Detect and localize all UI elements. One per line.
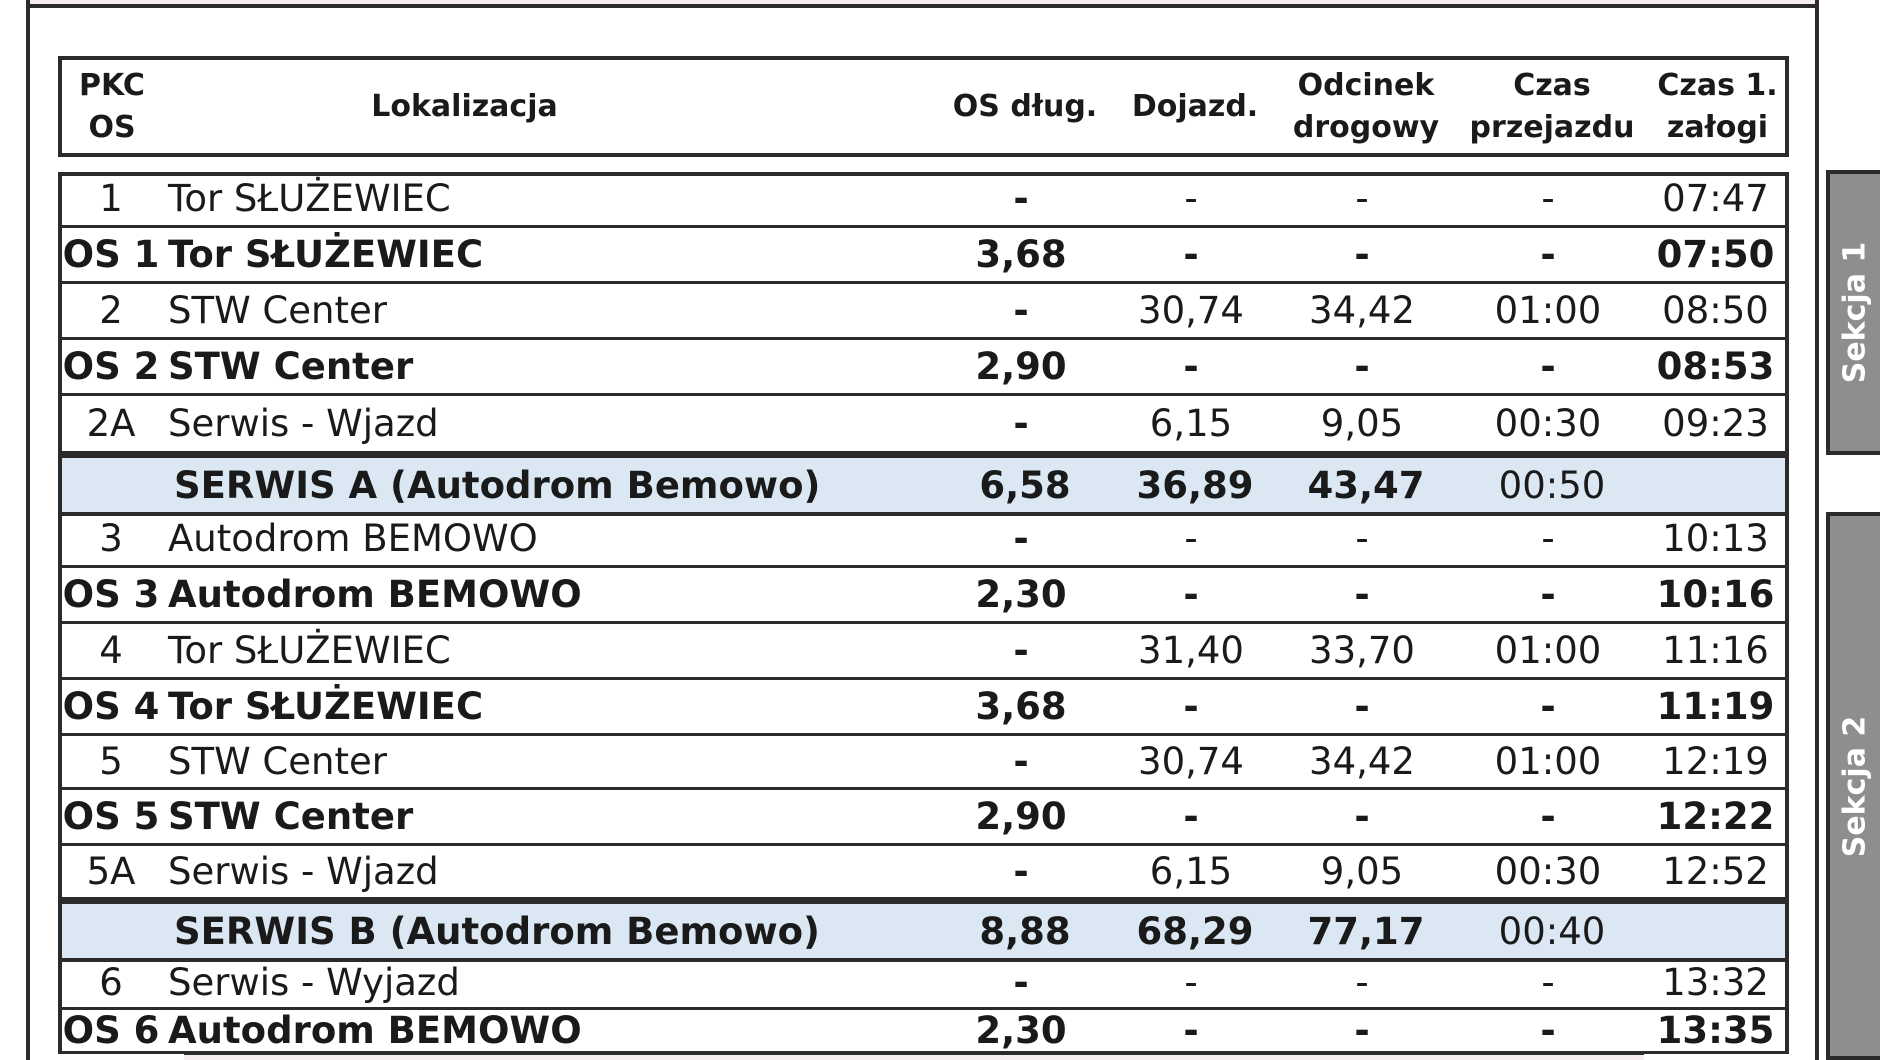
cell-odc: - [1355, 961, 1369, 1004]
cell-loc: SERWIS A (Autodrom Bemowo) [174, 463, 821, 507]
cell-pkc [62, 904, 168, 958]
cell-doj: - [1183, 685, 1199, 728]
header-transit-time: Czas przejazdu [1469, 67, 1635, 145]
table-row [58, 624, 1789, 680]
cell-czas: - [1540, 685, 1556, 728]
cell-pkc: 2 [99, 289, 123, 332]
cell-odc: - [1354, 1009, 1370, 1052]
cell-os: - [1013, 740, 1029, 783]
table-row [58, 396, 1789, 454]
cell-doj: - [1183, 1009, 1199, 1052]
cell-czas: 01:00 [1494, 289, 1602, 332]
cell-doj: 6,15 [1149, 850, 1233, 893]
table-row [58, 284, 1789, 340]
cell-odc: - [1355, 517, 1369, 560]
cell-loc: Autodrom BEMOWO [168, 573, 582, 616]
cell-c1: 11:19 [1656, 685, 1775, 728]
cell-odc: 9,05 [1320, 402, 1404, 445]
cell-os: 3,68 [975, 233, 1067, 276]
cell-c1: 10:16 [1656, 573, 1775, 616]
cell-c1: 12:22 [1656, 795, 1775, 838]
cell-doj: - [1183, 795, 1199, 838]
cell-c1: 11:16 [1662, 629, 1769, 672]
cell-pkc: 5A [86, 850, 136, 893]
cell-os: 2,90 [975, 795, 1067, 838]
cell-os: 2,30 [975, 573, 1067, 616]
cell-loc: Tor SŁUŻEWIEC [168, 629, 451, 672]
table-row [58, 568, 1789, 624]
cell-czas: - [1540, 1009, 1556, 1052]
cell-pkc: 2A [86, 402, 136, 445]
cell-czas: 00:30 [1494, 402, 1602, 445]
cell-loc: Serwis - Wyjazd [168, 961, 460, 1004]
cell-czas: 00:50 [1498, 463, 1606, 507]
cell-loc: Tor SŁUŻEWIEC [168, 685, 484, 728]
cell-c1: 09:23 [1662, 402, 1769, 445]
cell-czas: - [1540, 573, 1556, 616]
cell-czas: 00:40 [1498, 909, 1606, 953]
cell-czas: - [1540, 795, 1556, 838]
cell-pkc: OS 3 [62, 573, 160, 616]
table-row [58, 958, 1789, 1010]
cell-odc: 34,42 [1309, 289, 1415, 332]
section-tab-1-label: Sekcja 1 [1837, 241, 1873, 384]
cell-os: 3,68 [975, 685, 1067, 728]
header-pkc-os: PKC OS [79, 67, 145, 145]
cell-loc: Tor SŁUŻEWIEC [168, 233, 484, 276]
cell-pkc: OS 6 [62, 1009, 160, 1052]
cell-loc: Autodrom BEMOWO [168, 517, 538, 560]
table-row [58, 228, 1789, 284]
header-os-length: OS dług. [952, 88, 1098, 124]
cell-loc: Serwis - Wjazd [168, 402, 439, 445]
cell-loc: STW Center [168, 289, 387, 332]
cell-pkc [62, 458, 168, 512]
cell-c1: 07:47 [1662, 177, 1769, 220]
cell-pkc: OS 1 [62, 233, 160, 276]
cell-c1: 08:53 [1656, 345, 1775, 388]
cell-czas: - [1541, 177, 1555, 220]
cell-pkc: 1 [99, 177, 123, 220]
cell-doj: 68,29 [1136, 909, 1254, 953]
cell-c1: 13:32 [1662, 961, 1769, 1004]
cell-pkc: OS 4 [62, 685, 160, 728]
schedule-table [58, 172, 1789, 1054]
cell-odc: - [1354, 233, 1370, 276]
cell-os: 2,90 [975, 345, 1067, 388]
cell-doj: - [1183, 573, 1199, 616]
bottom-strip [184, 1052, 1644, 1060]
table-row [58, 1010, 1789, 1054]
cell-loc: STW Center [168, 345, 414, 388]
section-tab-1 [1826, 170, 1880, 455]
cell-odc: - [1354, 573, 1370, 616]
section-tab-2 [1826, 512, 1880, 1060]
table-header [58, 56, 1789, 157]
cell-odc: - [1354, 345, 1370, 388]
table-row [58, 172, 1789, 228]
cell-loc: STW Center [168, 795, 414, 838]
header-first-crew-time: Czas 1. załogi [1657, 67, 1778, 145]
cell-pkc: 6 [99, 961, 123, 1004]
cell-c1 [1650, 458, 1789, 512]
cell-c1 [1650, 904, 1789, 958]
table-row [58, 340, 1789, 396]
cell-doj: 31,40 [1138, 629, 1244, 672]
cell-pkc: OS 2 [62, 345, 160, 388]
cell-c1: 07:50 [1656, 233, 1775, 276]
cell-loc: STW Center [168, 740, 387, 783]
cell-pkc: OS 5 [62, 795, 160, 838]
cell-os: - [1013, 850, 1029, 893]
cell-os: 2,30 [975, 1009, 1067, 1052]
cell-os: 8,88 [979, 909, 1071, 953]
cell-loc: Autodrom BEMOWO [168, 1009, 582, 1052]
cell-doj: - [1183, 233, 1199, 276]
cell-doj: - [1184, 177, 1198, 220]
header-location: Lokalizacja [371, 88, 558, 124]
table-row [58, 736, 1789, 790]
cell-doj: - [1184, 961, 1198, 1004]
cell-os: - [1013, 961, 1029, 1004]
cell-czas: - [1541, 961, 1555, 1004]
cell-odc: - [1354, 795, 1370, 838]
cell-odc: 9,05 [1320, 850, 1404, 893]
cell-czas: - [1540, 345, 1556, 388]
table-row [58, 680, 1789, 736]
cell-c1: 12:19 [1662, 740, 1769, 783]
cell-doj: 6,15 [1149, 402, 1233, 445]
cell-odc: - [1355, 177, 1369, 220]
cell-czas: 00:30 [1494, 850, 1602, 893]
service-row [58, 454, 1789, 516]
cell-doj: 30,74 [1138, 289, 1244, 332]
cell-os: - [1013, 402, 1029, 445]
section-tab-2-label: Sekcja 2 [1837, 715, 1873, 857]
table-row [58, 512, 1789, 568]
cell-c1: 13:35 [1656, 1009, 1775, 1052]
cell-pkc: 4 [99, 629, 123, 672]
cell-pkc: 3 [99, 517, 123, 560]
cell-odc: 33,70 [1309, 629, 1415, 672]
cell-czas: - [1541, 517, 1555, 560]
header-approach: Dojazd. [1131, 88, 1259, 124]
cell-os: - [1013, 629, 1029, 672]
cell-czas: 01:00 [1494, 629, 1602, 672]
cell-odc: 34,42 [1309, 740, 1415, 783]
cell-czas: - [1540, 233, 1556, 276]
cell-os: 6,58 [979, 463, 1071, 507]
cell-c1: 10:13 [1662, 517, 1769, 560]
cell-loc: Tor SŁUŻEWIEC [168, 177, 451, 220]
cell-os: - [1013, 177, 1029, 220]
service-row [58, 900, 1789, 962]
cell-os: - [1013, 517, 1029, 560]
cell-odc: 77,17 [1307, 909, 1425, 953]
cell-pkc: 5 [99, 740, 123, 783]
cell-doj: - [1184, 517, 1198, 560]
cell-os: - [1013, 289, 1029, 332]
table-row [58, 846, 1789, 900]
header-road-section: Odcinek drogowy [1292, 67, 1440, 145]
cell-doj: 30,74 [1138, 740, 1244, 783]
cell-doj: 36,89 [1136, 463, 1254, 507]
cell-loc: SERWIS B (Autodrom Bemowo) [174, 909, 820, 953]
cell-c1: 08:50 [1662, 289, 1769, 332]
cell-loc: Serwis - Wjazd [168, 850, 439, 893]
cell-c1: 12:52 [1662, 850, 1769, 893]
cell-doj: - [1183, 345, 1199, 388]
cell-odc: 43,47 [1307, 463, 1425, 507]
cell-czas: 01:00 [1494, 740, 1602, 783]
table-row [58, 790, 1789, 846]
cell-odc: - [1354, 685, 1370, 728]
